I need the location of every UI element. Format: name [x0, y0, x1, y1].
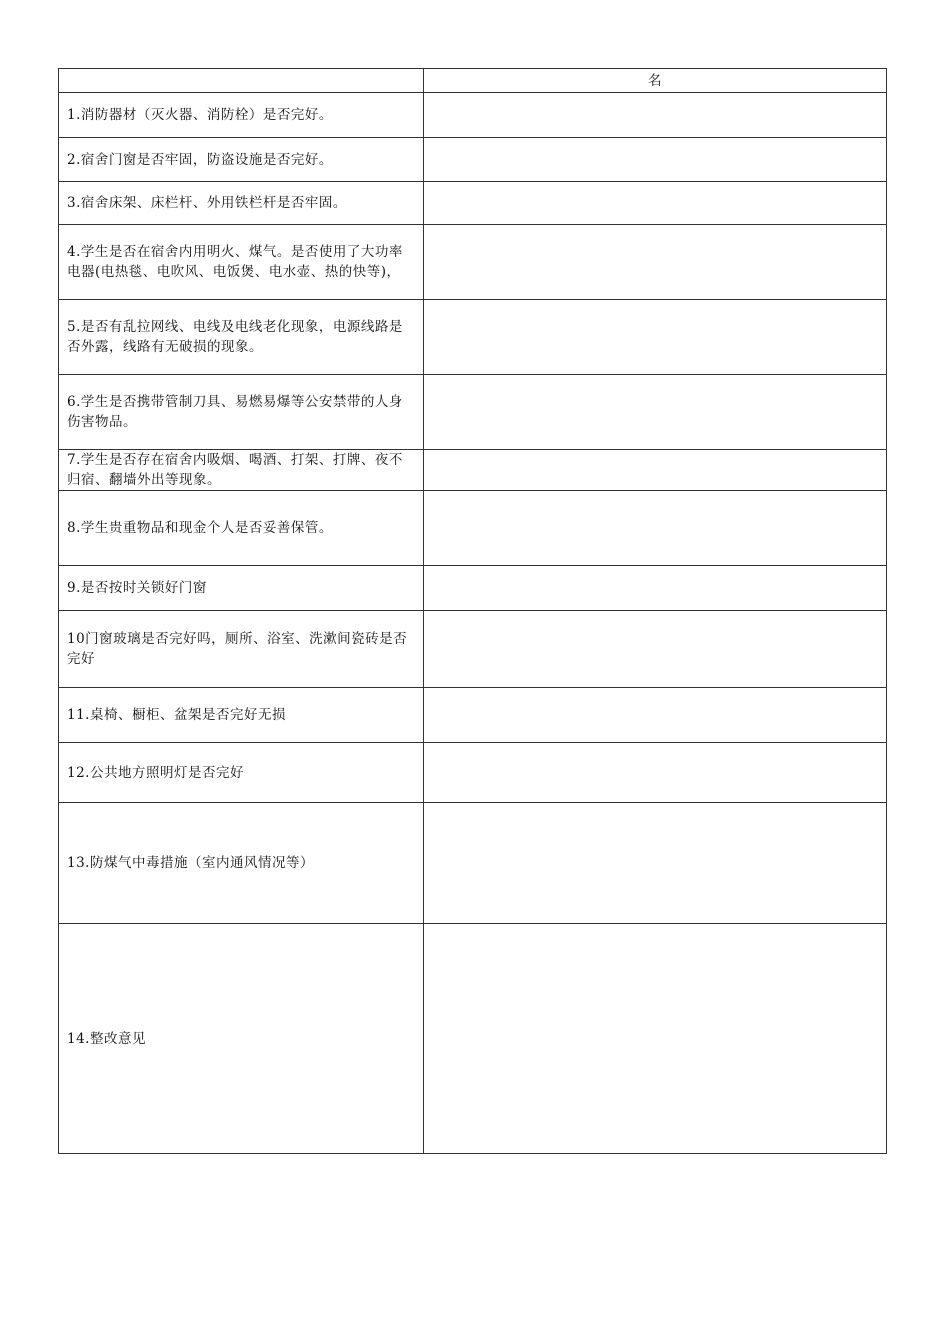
- inspection-sheet: [58, 68, 887, 1154]
- table-row: [59, 611, 887, 688]
- table-row: [59, 491, 887, 566]
- table-row: [59, 300, 887, 375]
- check-result-cell[interactable]: [424, 743, 887, 803]
- check-item-text: 9.是否按时关锁好门窗: [59, 566, 424, 611]
- table-row: [59, 225, 887, 300]
- check-result-cell[interactable]: [424, 803, 887, 924]
- check-result-cell[interactable]: [424, 93, 887, 138]
- rectification-opinion-cell[interactable]: [424, 924, 887, 1154]
- table-row: [59, 803, 887, 924]
- table-row: [59, 743, 887, 803]
- check-item-text: 11.桌椅、橱柜、盆架是否完好无损: [59, 688, 424, 743]
- check-item-text: 2.宿舍门窗是否牢固，防盗设施是否完好。: [59, 138, 424, 182]
- check-result-cell[interactable]: [424, 300, 887, 375]
- table-row: [59, 93, 887, 138]
- table-row: [59, 566, 887, 611]
- check-item-text: 4.学生是否在宿舍内用明火、煤气。是否使用了大功率电器(电热毯、电吹风、电饭煲、电水壶、热的快等)，: [59, 225, 424, 300]
- check-item-text: 13.防煤气中毒措施（室内通风情况等）: [59, 803, 424, 924]
- check-result-cell[interactable]: [424, 375, 887, 450]
- check-result-cell[interactable]: [424, 491, 887, 566]
- check-item-text: 8.学生贵重物品和现金个人是否妥善保管。: [59, 491, 424, 566]
- table-row: [59, 138, 887, 182]
- check-result-cell[interactable]: [424, 225, 887, 300]
- header-cell-item: [59, 69, 424, 93]
- check-item-text: 1.消防器材（灭火器、消防栓）是否完好。: [59, 93, 424, 138]
- dormitory-safety-checklist-table: [58, 68, 887, 1154]
- check-result-cell[interactable]: [424, 138, 887, 182]
- check-item-text: 14.整改意见: [59, 924, 424, 1154]
- check-result-cell[interactable]: [424, 450, 887, 491]
- table-row: [59, 450, 887, 491]
- check-result-cell[interactable]: [424, 688, 887, 743]
- check-item-text: 12.公共地方照明灯是否完好: [59, 743, 424, 803]
- check-item-text: 7.学生是否存在宿舍内吸烟、喝酒、打架、打牌、夜不归宿、翻墙外出等现象。: [59, 450, 424, 491]
- check-item-text: 10门窗玻璃是否完好吗，厕所、浴室、洗漱间瓷砖是否完好: [59, 611, 424, 688]
- check-result-cell[interactable]: [424, 182, 887, 225]
- table-row: [59, 375, 887, 450]
- table-row: [59, 688, 887, 743]
- table-row: [59, 924, 887, 1154]
- check-result-cell[interactable]: [424, 566, 887, 611]
- table-row: [59, 182, 887, 225]
- table-header-row: [59, 69, 887, 93]
- check-item-text: 3.宿舍床架、床栏杆、外用铁栏杆是否牢固。: [59, 182, 424, 225]
- check-result-cell[interactable]: [424, 611, 887, 688]
- header-cell-name: 名: [424, 69, 887, 93]
- check-item-text: 6.学生是否携带管制刀具、易燃易爆等公安禁带的人身伤害物品。: [59, 375, 424, 450]
- check-item-text: 5.是否有乱拉网线、电线及电线老化现象，电源线路是否外露，线路有无破损的现象。: [59, 300, 424, 375]
